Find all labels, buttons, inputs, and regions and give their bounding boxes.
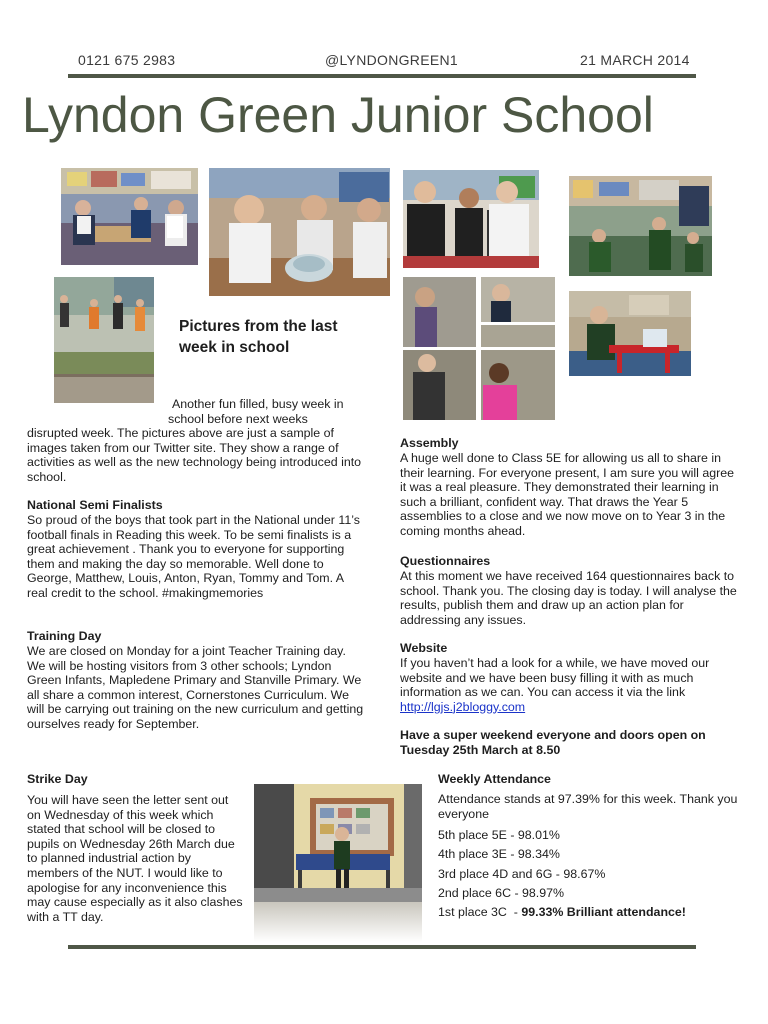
attendance-place-2: 2nd place 6C - 98.97% [438,886,565,901]
questionnaires-text: At this moment we have received 164 questionnaires back to school. Thank you. The closing day is today. I will analyse the results, publish them and draw up an action plan for addressing any issues. [400,569,737,627]
attendance-place-1 [438,903,738,922]
attendance-heading: Weekly Attendance [438,772,551,786]
assembly-photo [403,170,539,268]
header-rule [68,74,696,78]
page-title: Lyndon Green Junior School [22,87,654,143]
photos-caption-line2: week in school [179,339,290,356]
intro-indented [168,397,362,426]
semi-finalists-heading: National Semi Finalists [27,498,163,512]
strike-day-text: You will have seen the letter sent out on Wednesday of this week which stated that school will be closed to pupils on Wednesday 26th March due to planned industrial action by members of the NUT. I would like to apologise for any inconvenience this may cause especially as it also clashes with a TT day. [27,793,243,924]
strike-day-section [27,772,245,924]
weekend-line1: Have a super weekend everyone and doors open on [400,728,706,742]
classroom-photo-2 [209,168,390,296]
attendance-place-3: 3rd place 4D and 6G - 98.67% [438,866,606,881]
strike-day-heading: Strike Day [27,772,88,786]
attendance-place-1-prefix: 1st place 3C - [438,905,522,920]
attendance-place-5: 5th place 5E - 98.01% [438,828,560,843]
training-day-heading: Training Day [27,629,102,643]
weekend-message [400,728,750,758]
classroom-photo-4 [569,291,691,376]
website-section [400,641,742,714]
header-twitter: @LYNDONGREEN1 [325,52,458,68]
photos-caption [179,316,338,358]
assembly-heading: Assembly [400,436,459,450]
classroom-photo-3 [569,176,712,276]
intro-paragraph: disrupted week. The pictures above are just a sample of images taken from our Twitter site. They show a range of activities as well as the new technology being introduced into school. [27,426,362,484]
website-heading: Website [400,641,448,655]
questionnaires-heading: Questionnaires [400,554,491,568]
intro-line2: school before next weeks [168,411,308,426]
assembly-section [400,436,742,539]
semi-finalists-text: So proud of the boys that took part in the National under 11’s football finals in Reading this week. To be semi finalists is a great achievement . Thank you to everyone for supporting them and making the day so memorable. Well done to George, Matthew, Louis, Anton, Ryan, Tommy and Tom. A real credit to the school. #makingmemories [27,513,360,600]
questionnaires-section [400,554,742,627]
website-link[interactable]: http://lgjs.j2bloggy.com [400,699,526,714]
hallway-photo [254,784,422,942]
outdoor-photo [54,277,154,403]
photos-caption-line1: Pictures from the last [179,318,338,335]
tree-collage-photo [403,277,555,420]
header-phone: 0121 675 2983 [78,52,176,68]
weekend-line2: Tuesday 25th March at 8.50 [400,743,561,757]
classroom-photo-1 [61,168,198,265]
attendance-section [438,772,738,923]
assembly-text: A huge well done to Class 5E for allowing us all to share in their learning. For everyone present, I am sure you will agree it was a real pleasure. They demonstrated their learning in such a brilliant, confident way. That draws the Year 5 assemblies to a close and we now move on to Year 3 in the coming months ahead. [400,451,735,538]
attendance-place-1-highlight: 99.33% Brilliant attendance! [521,905,686,920]
training-day-text: We are closed on Monday for a joint Teacher Training day. We will be hosting visitors from 3 other schools; Lyndon Green Infants, Mapledene Primary and Stanville Primary. We all share a common interest, Cornerstones Curriculum. We will be carrying out training on the new curriculum and getting ourselves ready for September. [27,644,364,731]
website-text: If you haven’t had a look for a while, we have moved our website and we have been busy filling it with as much information as we can. You can access it via the link [400,656,710,700]
header-date: 21 MARCH 2014 [580,52,690,68]
attendance-summary: Attendance stands at 97.39% for this week. Thank you everyone [438,792,738,821]
semi-finalists-section [27,498,367,601]
footer-rule [68,945,696,949]
training-day-section [27,629,367,732]
intro-line1: Another fun filled, busy week in [172,397,344,411]
attendance-place-4: 4th place 3E - 98.34% [438,847,560,862]
